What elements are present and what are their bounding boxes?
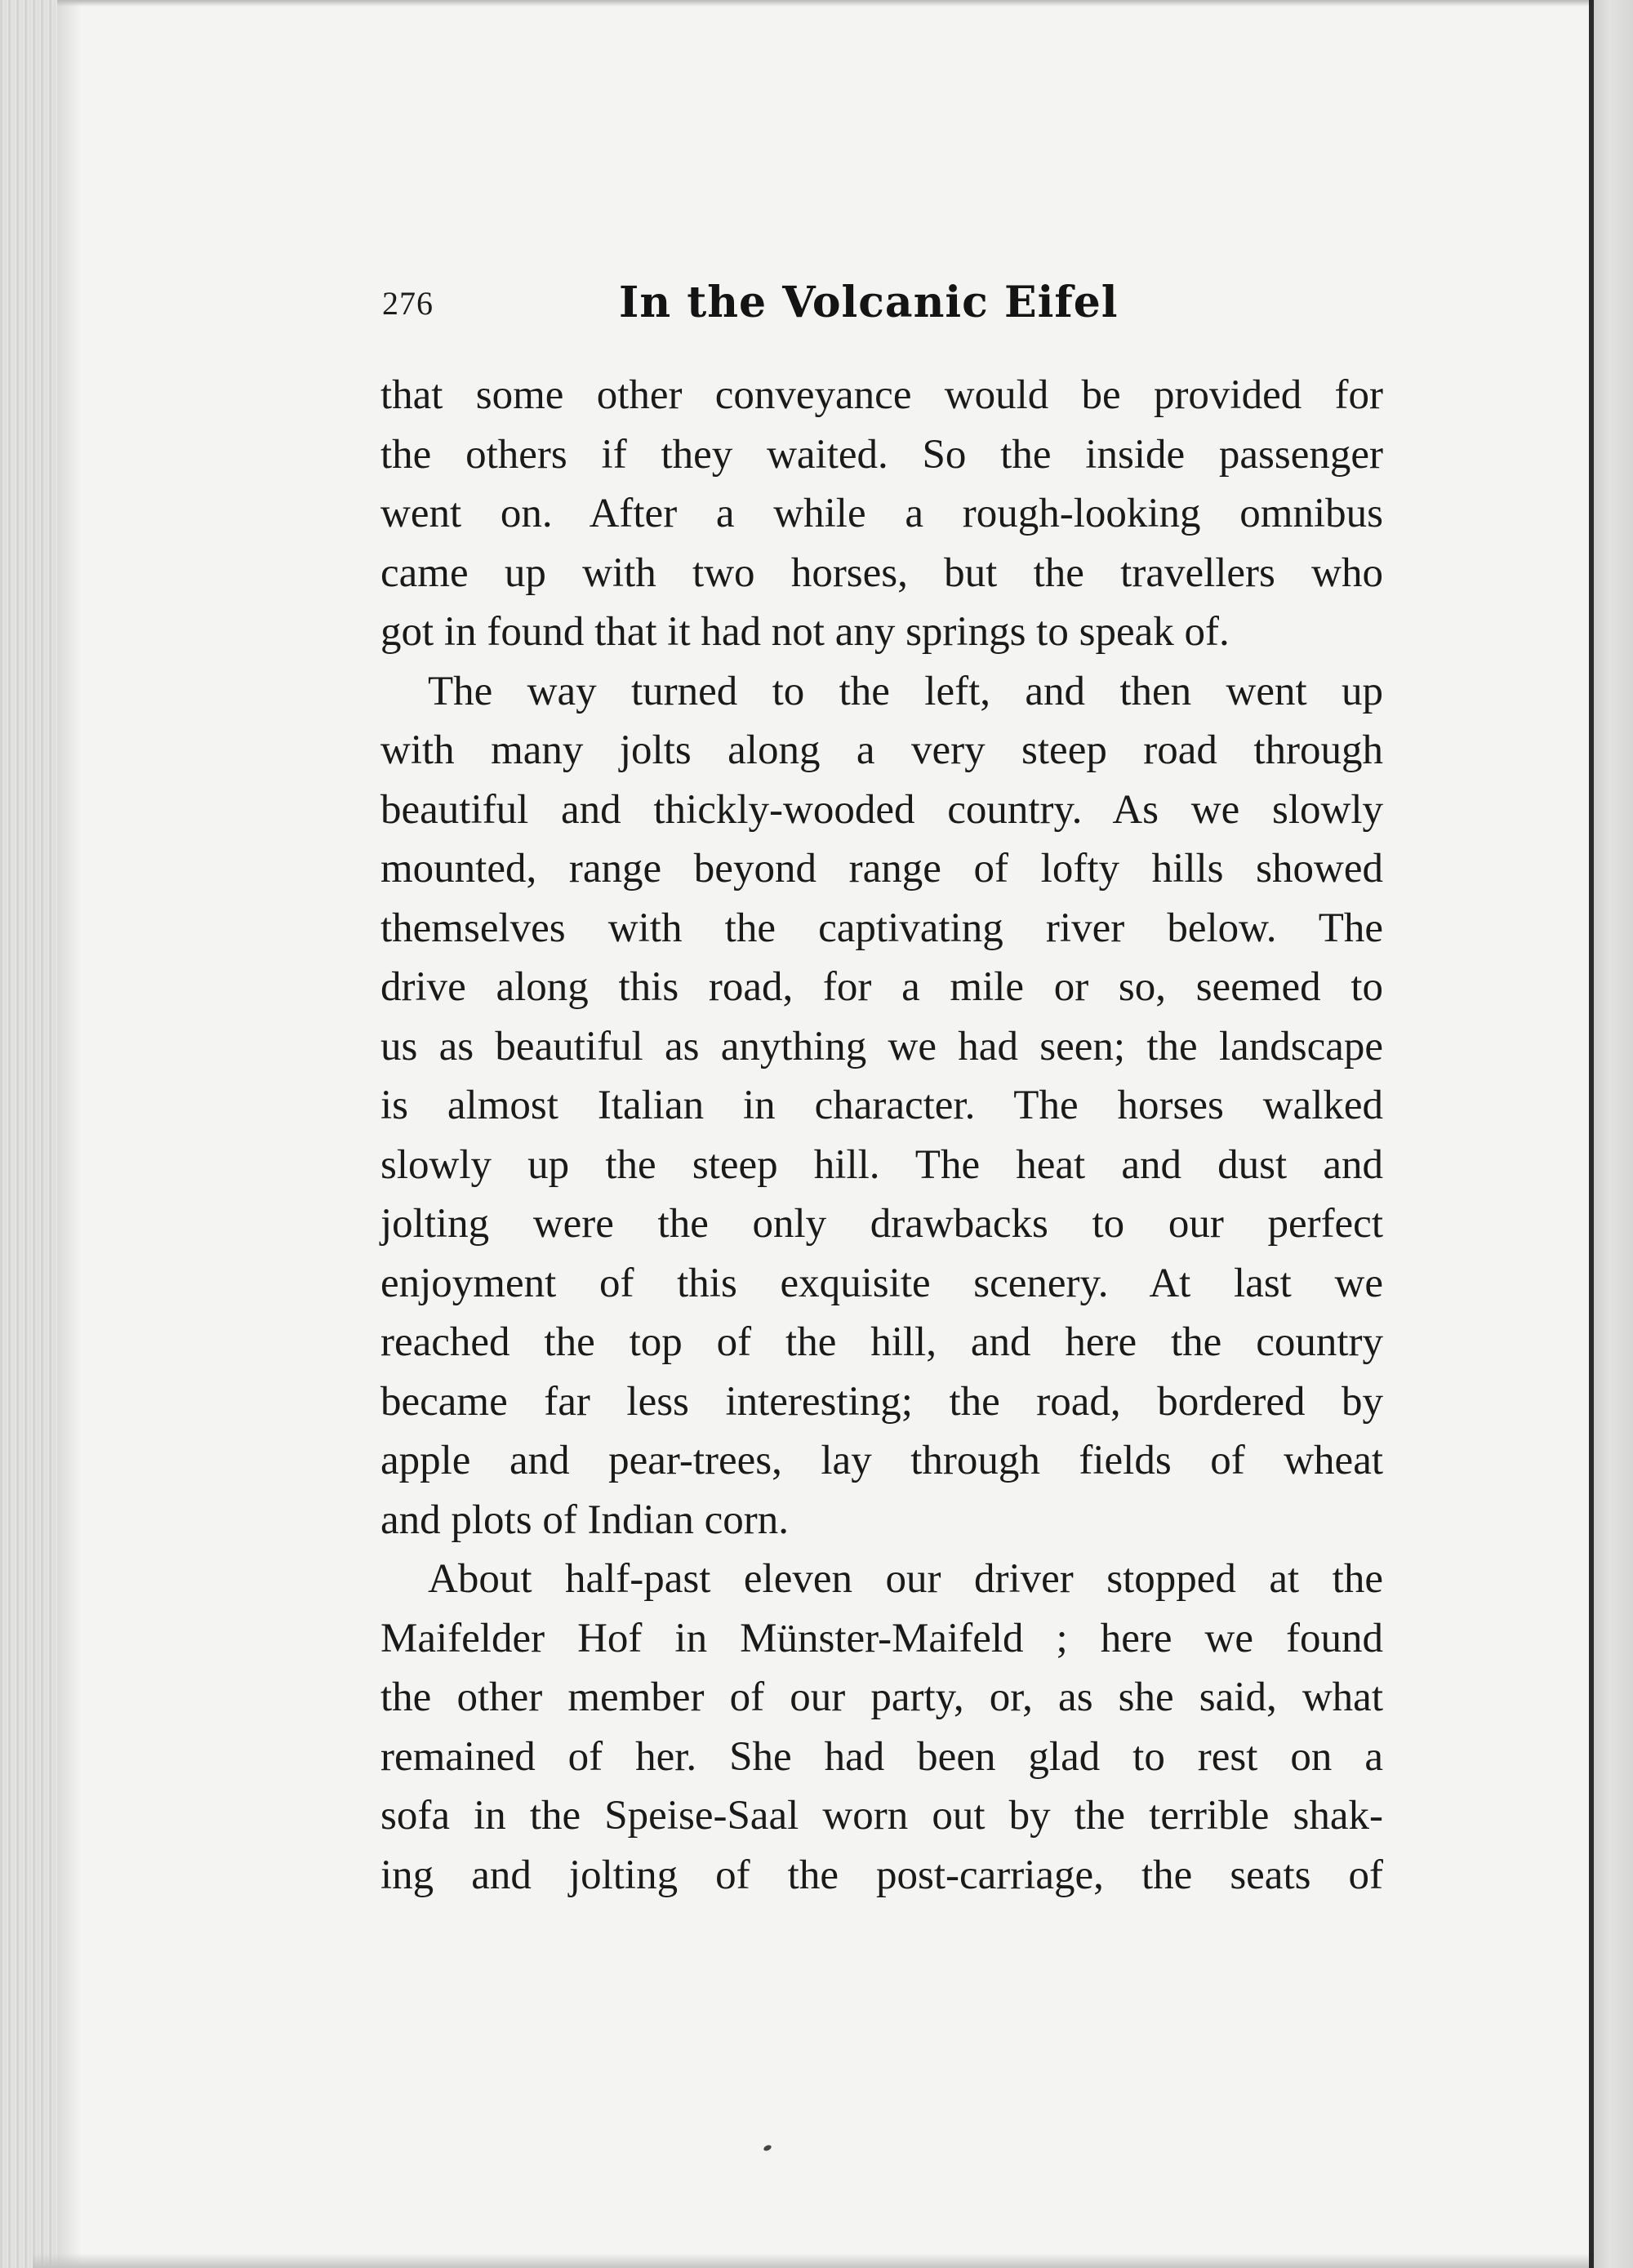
text-line: slowly up the steep hill. The heat and dust and bbox=[380, 1141, 1383, 1188]
book-page-edges bbox=[0, 0, 57, 2268]
text-line: with many jolts along a very steep road through bbox=[380, 727, 1383, 773]
text-line: sofa in the Speise-Saal worn out by the terrible shak- bbox=[380, 1793, 1383, 1839]
text-line: got in found that it had not any springs to speak of. bbox=[380, 609, 1230, 655]
text-line: beautiful and thickly-wooded country. As we slowly bbox=[380, 786, 1383, 833]
text-line: About half-past eleven our driver stopped at the bbox=[428, 1556, 1383, 1602]
text-line: reached the top of the hill, and here the country bbox=[380, 1319, 1383, 1365]
text-line: the others if they waited. So the inside passenger bbox=[380, 431, 1383, 478]
text-line: The way turned to the left, and then went up bbox=[428, 668, 1383, 714]
top-page-edge bbox=[57, 0, 1589, 7]
text-line: ing and jolting of the post-carriage, the seats of bbox=[380, 1852, 1383, 1898]
text-line: came up with two horses, but the travellers who bbox=[380, 549, 1383, 596]
text-line: mounted, range beyond range of lofty hills showed bbox=[380, 846, 1383, 892]
page-number: 276 bbox=[382, 285, 434, 322]
text-line: and plots of Indian corn. bbox=[380, 1496, 789, 1543]
text-line: themselves with the captivating river below. The bbox=[380, 905, 1383, 951]
text-line: jolting were the only drawbacks to our perfect bbox=[380, 1201, 1383, 1247]
text-line: remained of her. She had been glad to rest on a bbox=[380, 1733, 1383, 1780]
text-line: that some other conveyance would be provided for bbox=[380, 372, 1383, 418]
text-line: the other member of our party, or, as she said, what bbox=[380, 1674, 1383, 1720]
text-line: became far less interesting; the road, bordered by bbox=[380, 1378, 1383, 1425]
running-header bbox=[382, 278, 1383, 343]
text-line: drive along this road, for a mile or so, seemed to bbox=[380, 964, 1383, 1010]
text-line: went on. After a while a rough-looking omnibus bbox=[380, 491, 1383, 536]
running-title: In the Volcanic Eifel bbox=[619, 278, 1119, 327]
body-text bbox=[380, 366, 1383, 1905]
text-line: Maifelder Hof in Münster-Maifeld ; here we found bbox=[380, 1615, 1383, 1661]
ink-speck bbox=[763, 2144, 772, 2152]
right-scan-margin bbox=[1594, 0, 1633, 2268]
text-line: is almost Italian in character. The horses walked bbox=[380, 1083, 1383, 1128]
bottom-page-edge bbox=[33, 2253, 1589, 2268]
text-line: enjoyment of this exquisite scenery. At last we bbox=[380, 1260, 1383, 1306]
text-line: us as beautiful as anything we had seen; the landscape bbox=[380, 1023, 1383, 1070]
gutter-shadow bbox=[57, 0, 82, 2268]
text-line: apple and pear-trees, lay through fields of wheat bbox=[380, 1438, 1383, 1483]
